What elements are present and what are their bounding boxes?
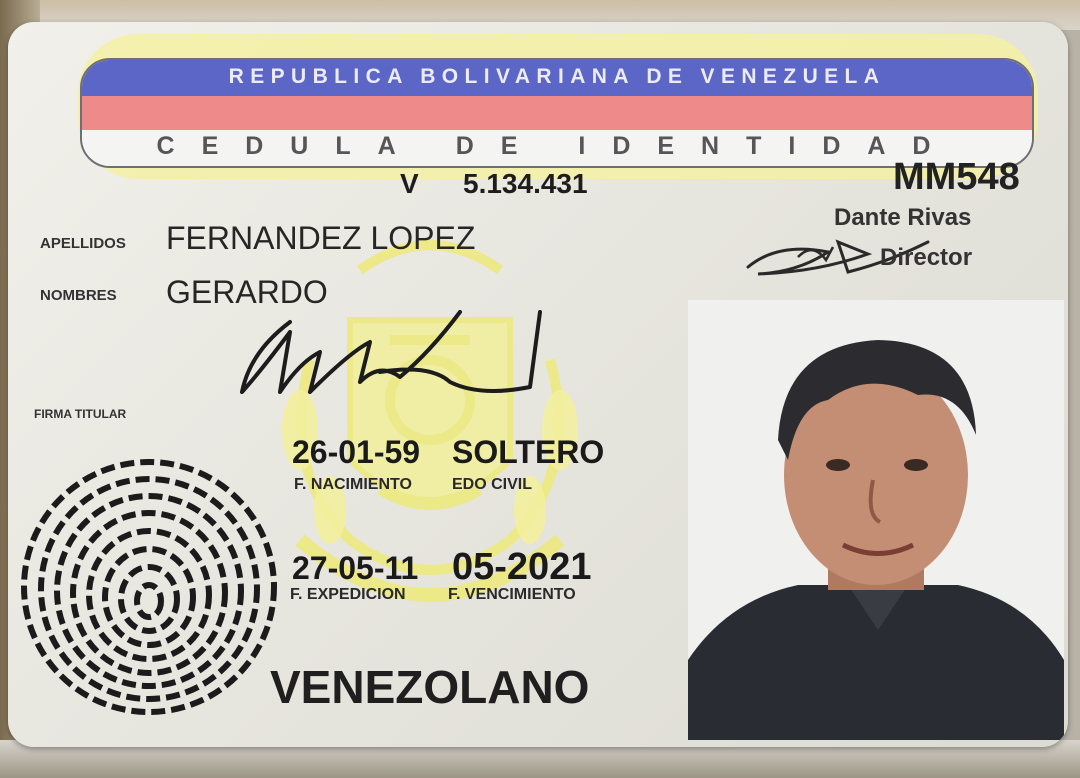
id-series-letter: V — [400, 168, 419, 199]
flag-header — [80, 58, 1034, 168]
card-serial: MM548 — [893, 156, 1020, 198]
names-label: NOMBRES — [40, 287, 117, 304]
nationality: VENEZOLANO — [270, 661, 590, 713]
birth-date-label: F. NACIMIENTO — [294, 476, 412, 493]
birth-date: 26-01-59 — [292, 434, 421, 470]
holder-photo — [688, 300, 1064, 740]
country-title: REPUBLICA BOLIVARIANA DE VENEZUELA — [228, 65, 886, 88]
holder-photo-figure — [688, 300, 1064, 740]
document-title: CEDULA DE IDENTIDAD — [156, 132, 958, 160]
expiry-date: 05-2021 — [452, 546, 592, 588]
surnames-label: APELLIDOS — [40, 235, 126, 252]
civil-status: SOLTERO — [452, 434, 605, 470]
director-title: Director — [880, 244, 973, 271]
holder-signature — [230, 292, 550, 412]
director-name: Dante Rivas — [834, 204, 972, 231]
names-value: GERARDO — [166, 274, 328, 310]
flag-stripe-red — [82, 96, 1032, 130]
signature-label: FIRMA TITULAR — [34, 407, 127, 421]
id-number: 5.134.431 — [463, 168, 588, 199]
issue-date-label: F. EXPEDICION — [290, 586, 406, 603]
civil-status-label: EDO CIVIL — [452, 476, 533, 493]
issue-date: 27-05-11 — [292, 550, 419, 586]
expiry-date-label: F. VENCIMIENTO — [448, 586, 576, 603]
id-card — [8, 22, 1068, 747]
surnames-value: FERNANDEZ LOPEZ — [166, 220, 476, 256]
fingerprint-icon — [14, 417, 284, 717]
